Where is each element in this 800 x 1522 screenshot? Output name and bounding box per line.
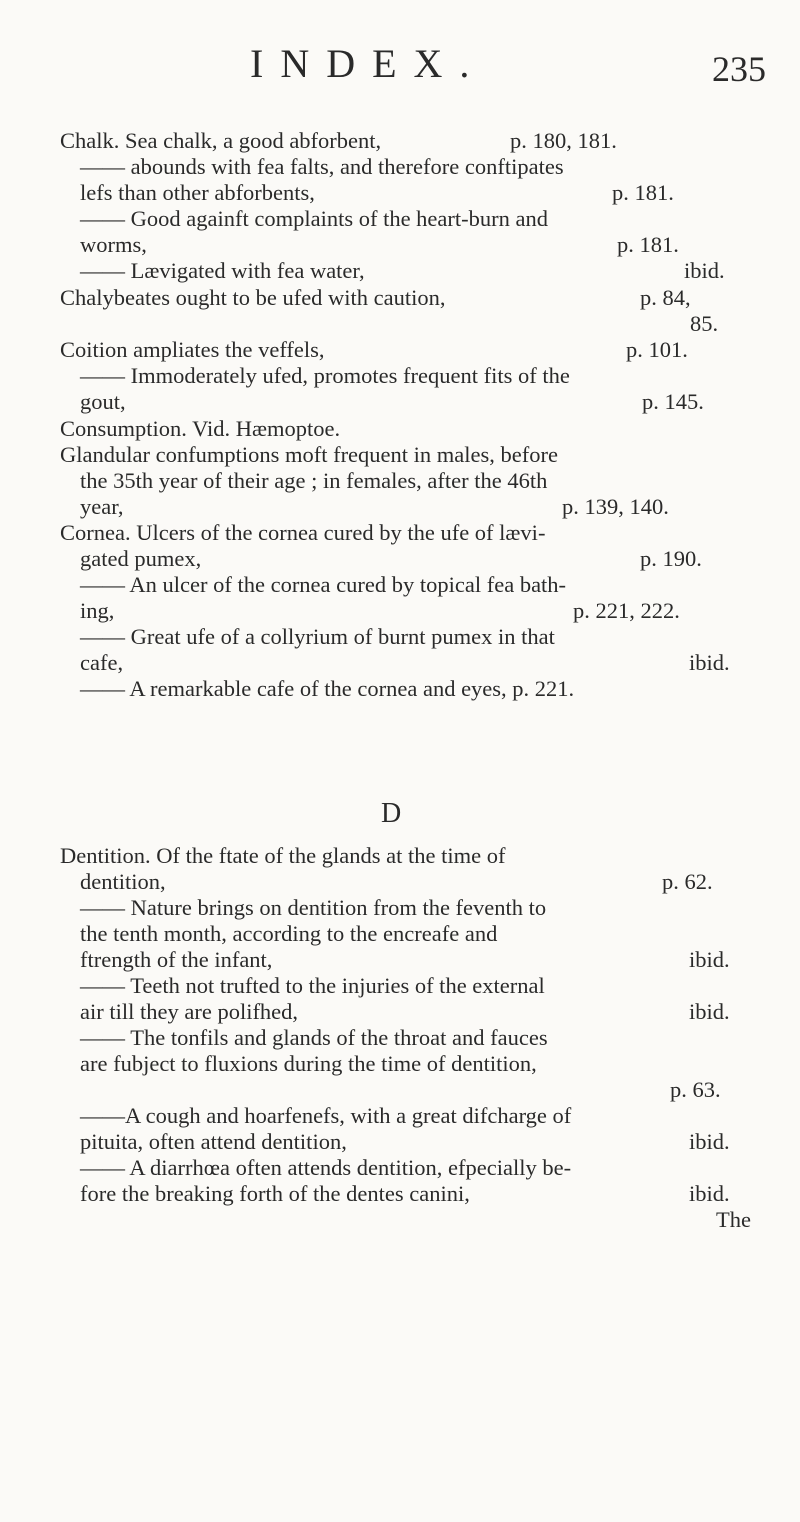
index-line: —— A remarkable cafe of the cornea and eyes, p. 221.: [80, 676, 575, 701]
section-letter: D: [381, 798, 402, 829]
index-line: —— Good againft complaints of the heart-burn and: [80, 206, 548, 231]
index-line: Consumption. Vid. Hæmoptoe.: [60, 416, 341, 441]
index-line: Cornea. Ulcers of the cornea cured by the ufe of lævi-: [60, 520, 546, 545]
page-reference: ibid.: [689, 1129, 730, 1154]
index-line: —— A diarrhœa often attends dentition, efpecially be-: [80, 1155, 572, 1180]
index-line: ing,: [80, 598, 115, 623]
index-line: year,: [80, 494, 124, 519]
index-line: are fubject to fluxions during the time of dentition,: [80, 1051, 537, 1076]
index-line: Coition ampliates the veffels,: [60, 337, 325, 362]
index-line: cafe,: [80, 650, 124, 675]
index-line: the tenth month, according to the encreafe and: [80, 921, 498, 946]
page-reference: p. 181.: [612, 180, 674, 205]
running-header: INDEX.: [250, 41, 487, 86]
page-reference: 85.: [690, 311, 719, 336]
page-reference: ibid.: [689, 650, 730, 675]
index-line: Chalybeates ought to be ufed with caution,: [60, 285, 446, 310]
page-reference: p. 101.: [626, 337, 688, 362]
page-number: 235: [712, 49, 766, 89]
index-line: fore the breaking forth of the dentes canini,: [80, 1181, 470, 1206]
index-line: the 35th year of their age ; in females, after the 46th: [80, 468, 548, 493]
index-line: —— Lævigated with fea water,: [80, 258, 365, 283]
index-line: Chalk. Sea chalk, a good abforbent,: [60, 128, 382, 153]
index-line: lefs than other abforbents,: [80, 180, 315, 205]
index-line: —— Great ufe of a collyrium of burnt pumex in that: [80, 624, 555, 649]
index-line: —— Nature brings on dentition from the feventh to: [80, 895, 547, 920]
page-reference: p. 139, 140.: [562, 494, 669, 519]
index-line: dentition,: [80, 869, 166, 894]
index-line: —— Immoderately ufed, promotes frequent fits of the: [80, 363, 570, 388]
page-reference: ibid.: [689, 1181, 730, 1206]
page-reference: p. 221, 222.: [573, 598, 680, 623]
page-reference: p. 180, 181.: [510, 128, 617, 153]
page-reference: ibid.: [689, 999, 730, 1024]
index-line: air till they are polifhed,: [80, 999, 299, 1024]
page-reference: ibid.: [684, 258, 725, 283]
index-line: —— Teeth not trufted to the injuries of the external: [80, 973, 545, 998]
page-reference: p. 62.: [662, 869, 713, 894]
index-line: —— The tonfils and glands of the throat and fauces: [80, 1025, 548, 1050]
index-line: gated pumex,: [80, 546, 202, 571]
index-line: —— abounds with fea falts, and therefore conftipates: [80, 154, 564, 179]
page-reference: p. 181.: [617, 232, 679, 257]
page-reference: p. 145.: [642, 389, 704, 414]
index-line: worms,: [80, 232, 147, 257]
index-line: ftrength of the infant,: [80, 947, 273, 972]
page-reference: p. 84,: [640, 285, 691, 310]
index-line: pituita, often attend dentition,: [80, 1129, 347, 1154]
index-line: Glandular confumptions moft frequent in males, before: [60, 442, 558, 467]
page-reference: p. 190.: [640, 546, 702, 571]
index-line: gout,: [80, 389, 126, 414]
index-line: ——A cough and hoarfenefs, with a great difcharge of: [80, 1103, 572, 1128]
page-reference: ibid.: [689, 947, 730, 972]
page-reference: The: [716, 1207, 751, 1232]
index-line: —— An ulcer of the cornea cured by topical fea bath-: [80, 572, 567, 597]
index-line: Dentition. Of the ftate of the glands at the time of: [60, 843, 506, 868]
page-reference: p. 63.: [670, 1077, 721, 1102]
